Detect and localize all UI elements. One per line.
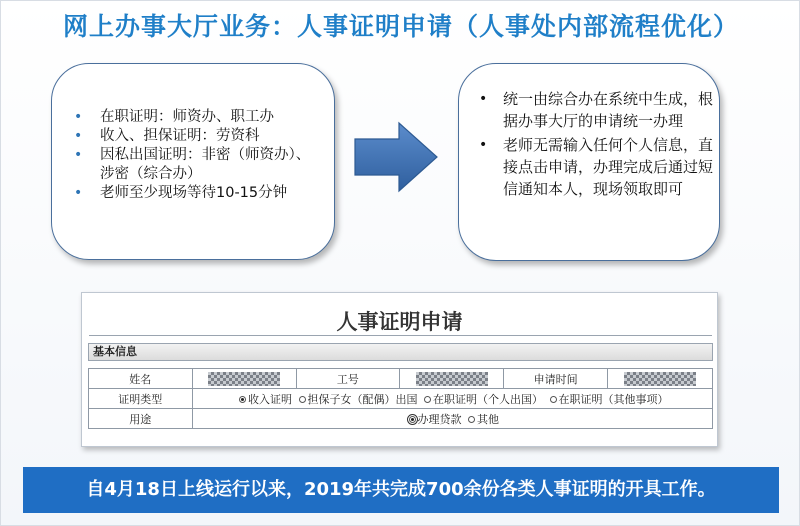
radio-label[interactable]: 收入证明 [248,392,293,406]
list-item: • 统一由综合办在系统中生成，根据办事大厅的申请统一办理 [477,88,717,132]
type-label: 证明类型 [89,389,193,409]
redacted-mask [624,372,696,386]
radio-button[interactable] [468,416,475,423]
summary-banner: 自4月18日上线运行以来，2019年共完成700余份各类人事证明的开具工作。 [23,467,779,513]
redacted-mask [416,372,488,386]
radio-button[interactable] [299,396,306,403]
table-row [89,389,713,409]
radio-button[interactable] [550,396,557,403]
before-list [74,108,324,203]
application-form-screenshot [81,292,718,447]
radio-button[interactable] [239,396,246,403]
list-item: • 因私出国证明：非密（师资办）、涉密（综合办） [74,146,324,184]
time-label: 申请时间 [504,369,608,389]
table-row [89,409,713,429]
name-value [192,369,296,389]
type-options [192,389,712,409]
arrow-right-icon [353,121,439,193]
form-title: 人事证明申请 [336,310,463,334]
list-item: • 收入、担保证明：劳资科 [74,127,324,146]
form-divider [89,335,712,336]
radio-label[interactable]: 办理贷款 [417,412,462,426]
purpose-label: 用途 [89,409,193,429]
section-header: 基本信息 [88,343,713,361]
after-process-bubble [458,63,720,261]
purpose-options [192,409,712,429]
list-item: • 老师至少现场等待10-15分钟 [74,184,324,203]
form-table [88,368,713,429]
radio-label[interactable]: 其他 [477,412,500,426]
list-item: • 在职证明：师资办、职工办 [74,108,324,127]
list-item: • 老师无需输入任何个人信息，直接点击申请，办理完成后通过短信通知本人，现场领取即可 [477,134,717,200]
redacted-mask [208,372,280,386]
id-value [400,369,504,389]
time-value [608,369,713,389]
radio-button[interactable] [409,416,416,423]
radio-label[interactable]: 在职证明（个人出国） [433,392,544,406]
id-label: 工号 [296,369,400,389]
page-title: 网上办事大厅业务：人事证明申请（人事处内部流程优化） [62,12,739,41]
radio-label[interactable]: 在职证明（其他事项） [558,392,669,406]
before-process-bubble [51,63,335,260]
name-label: 姓名 [89,369,193,389]
radio-button[interactable] [424,396,431,403]
radio-label[interactable]: 担保子女（配偶）出国 [307,392,418,406]
table-row [89,369,713,389]
after-list [477,88,717,202]
